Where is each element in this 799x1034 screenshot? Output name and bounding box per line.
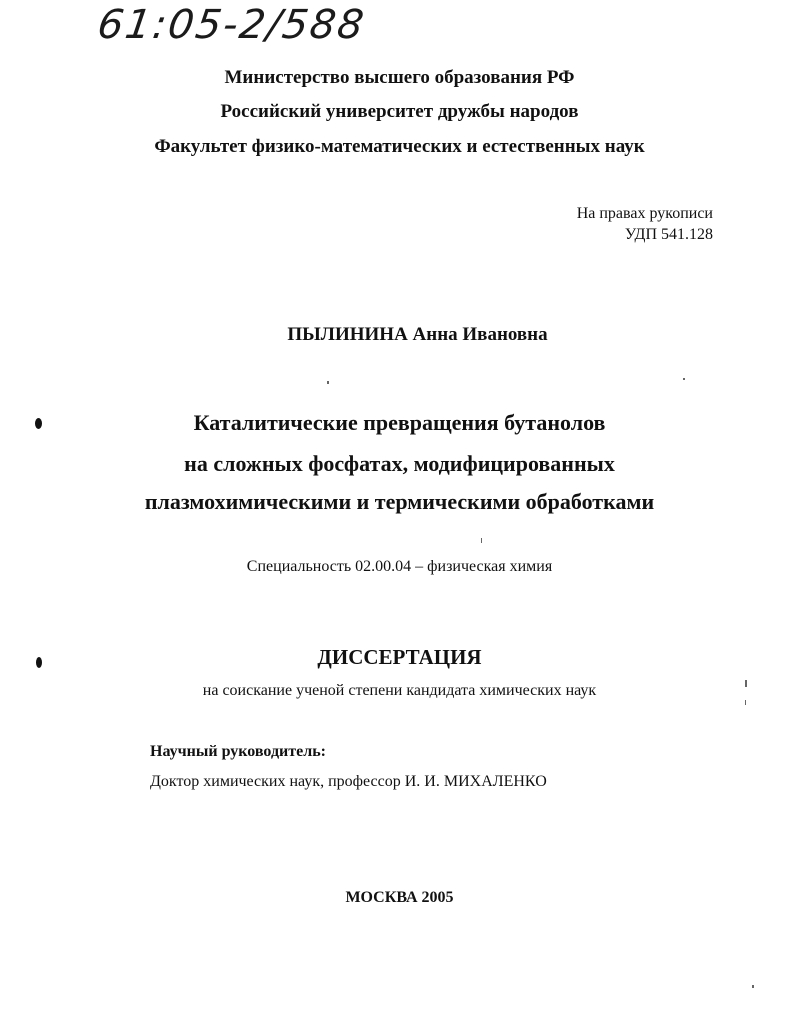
binding-hole-mark bbox=[36, 657, 42, 668]
university-name: Российский университет дружбы народов bbox=[220, 101, 579, 122]
faculty-name: Факультет физико-математических и естественных наук bbox=[154, 136, 645, 157]
supervisor-label: Научный руководитель: bbox=[150, 743, 326, 760]
manuscript-rights-note: На правах рукописи bbox=[576, 205, 713, 222]
udc-code: УДП 541.128 bbox=[624, 226, 713, 243]
scan-speck bbox=[481, 538, 482, 543]
dissertation-title-line-1: Каталитические превращения бутанолов bbox=[193, 410, 606, 435]
scan-speck bbox=[683, 378, 685, 380]
supervisor-name: Доктор химических наук, профессор И. И. МИХАЛЕНКО bbox=[150, 773, 547, 790]
scan-speck bbox=[745, 700, 746, 705]
place-and-year: МОСКВА 2005 bbox=[345, 889, 454, 906]
author-name: ПЫЛИНИНА Анна Ивановна bbox=[287, 324, 548, 345]
degree-line: на соискание ученой степени кандидата химических наук bbox=[202, 682, 597, 699]
handwritten-archive-code: 61:05-2/588 bbox=[94, 2, 369, 48]
ministry-name: Министерство высшего образования РФ bbox=[224, 67, 575, 88]
specialty-line: Специальность 02.00.04 – физическая химия bbox=[246, 558, 553, 575]
scan-speck bbox=[327, 381, 329, 384]
dissertation-title-line-3: плазмохимическими и термическими обработками bbox=[144, 489, 655, 514]
dissertation-title-line-2: на сложных фосфатах, модифицированных bbox=[184, 451, 615, 476]
document-type-heading: ДИССЕРТАЦИЯ bbox=[317, 645, 482, 669]
scan-speck bbox=[745, 680, 747, 687]
scan-speck bbox=[752, 985, 754, 988]
binding-hole-mark bbox=[35, 418, 42, 429]
